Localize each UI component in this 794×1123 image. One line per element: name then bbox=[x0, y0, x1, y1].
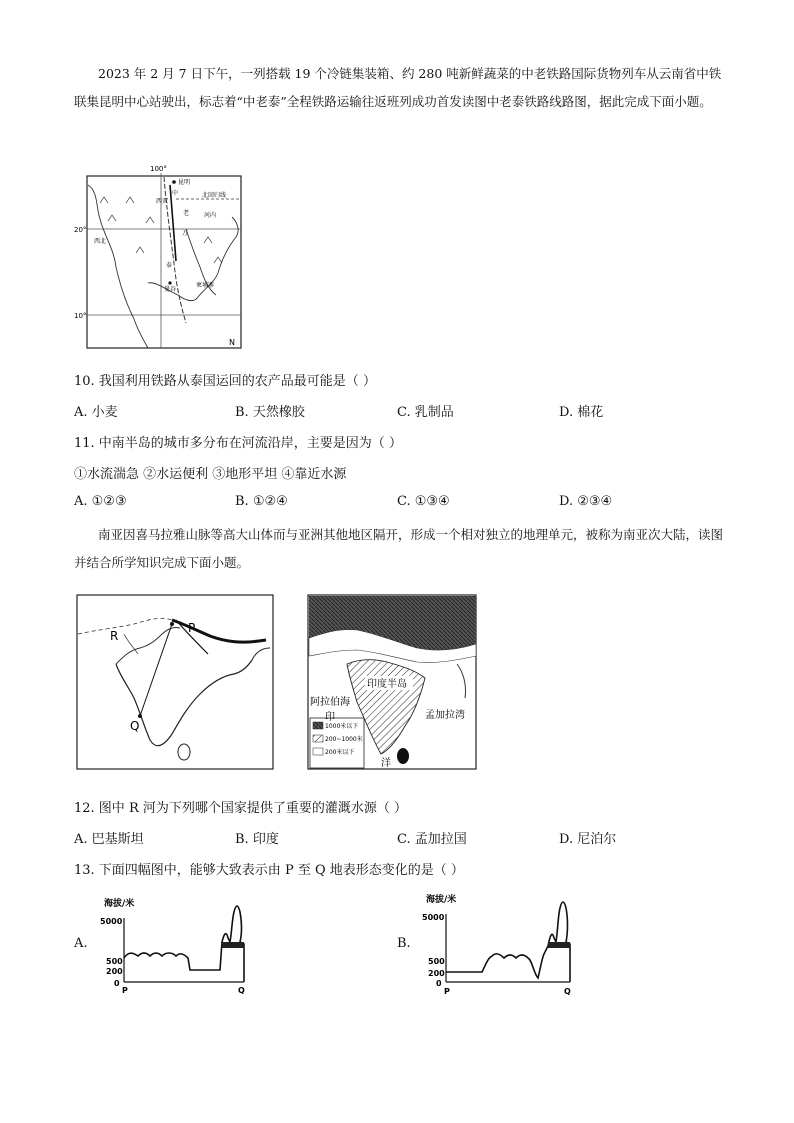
hanoi-label: 河内 bbox=[204, 212, 217, 219]
q11-items: ①水流湍急 ②水运便利 ③地形平坦 ④靠近水源 bbox=[74, 467, 347, 482]
profile-b-tick-0: 0 bbox=[436, 979, 442, 988]
south-asia-outline-map bbox=[76, 594, 276, 772]
zhong-label: 中 bbox=[172, 190, 179, 197]
q10-option-b[interactable]: B. 天然橡胶 bbox=[235, 405, 305, 420]
tai-label: 泰 bbox=[166, 262, 173, 269]
q11-option-d[interactable]: D. ②③④ bbox=[559, 494, 613, 509]
legend-1000-label: 1000米以下 bbox=[325, 723, 359, 730]
kunming-label: 昆明 bbox=[178, 179, 191, 186]
xibei-label: 西北 bbox=[94, 238, 107, 245]
q10-option-a[interactable]: A. 小麦 bbox=[74, 405, 118, 420]
profile-a-tick-0: 0 bbox=[114, 979, 120, 988]
profile-b-p-label: P bbox=[444, 987, 450, 996]
profile-b-q-label: Q bbox=[564, 987, 571, 996]
legend-200-1000-label: 200~1000米 bbox=[325, 736, 363, 743]
jianpuzhai-label: 柬埔寨 bbox=[196, 282, 215, 289]
india-peninsula-label: 印度半岛 bbox=[367, 679, 407, 690]
profile-a-tick-5000: 5000 bbox=[100, 917, 123, 926]
river-r-label: R bbox=[110, 629, 119, 643]
profile-b-tick-500: 500 bbox=[428, 957, 445, 966]
mangu-label: 曼谷 bbox=[164, 286, 177, 293]
north-arrow: N bbox=[229, 338, 235, 347]
q11-option-c[interactable]: C. ①③④ bbox=[397, 494, 450, 509]
profile-a-tick-500: 500 bbox=[106, 957, 123, 966]
lon-100-label: 100° bbox=[150, 165, 167, 173]
ocean-label: 洋 bbox=[381, 758, 391, 769]
profile-a-p-label: P bbox=[122, 986, 128, 995]
profile-b-ylabel: 海拔/米 bbox=[426, 895, 457, 905]
profile-a-ylabel: 海拔/米 bbox=[104, 899, 135, 909]
q12-option-d[interactable]: D. 尼泊尔 bbox=[559, 832, 617, 847]
lat-10-label: 10° bbox=[74, 312, 87, 320]
bay-of-bengal-label: 孟加拉湾 bbox=[425, 710, 465, 721]
indochina-map bbox=[74, 163, 246, 351]
point-q-label: Q bbox=[130, 719, 140, 733]
tropic-label: 北回归线 bbox=[202, 192, 227, 199]
q12-option-c[interactable]: C. 孟加拉国 bbox=[397, 832, 467, 847]
wan-label: 万 bbox=[182, 230, 189, 237]
q10-stem: 10. 我国利用铁路从泰国运回的农产品最可能是（ ） bbox=[74, 374, 376, 389]
q12-option-a[interactable]: A. 巴基斯坦 bbox=[74, 832, 144, 847]
q11-option-a[interactable]: A. ①②③ bbox=[74, 494, 127, 509]
legend-200-label: 200米以下 bbox=[325, 749, 355, 756]
q11-stem: 11. 中南半岛的城市多分布在河流沿岸，主要是因为（ ） bbox=[74, 436, 402, 451]
q10-option-d[interactable]: D. 棉花 bbox=[559, 405, 604, 420]
profile-a bbox=[98, 890, 258, 996]
q10-option-c[interactable]: C. 乳制品 bbox=[397, 405, 454, 420]
profile-b-tick-5000: 5000 bbox=[422, 913, 445, 922]
profile-b-tick-200: 200 bbox=[428, 969, 445, 978]
south-asia-terrain-map bbox=[307, 594, 479, 772]
indian-label: 印 bbox=[325, 712, 335, 723]
lat-20-label: 20° bbox=[74, 226, 87, 234]
q12-stem: 12. 图中 R 河为下列哪个国家提供了重要的灌溉水源（ ） bbox=[74, 801, 407, 816]
xishuang-label: 西双 bbox=[156, 198, 169, 205]
q13-option-a[interactable]: A. bbox=[74, 936, 88, 951]
q13-stem: 13. 下面四幅图中，能够大致表示由 P 至 Q 地表形态变化的是（ ） bbox=[74, 863, 464, 878]
point-p-label: P bbox=[188, 621, 196, 635]
q13-option-b[interactable]: B. bbox=[397, 936, 411, 951]
profile-a-q-label: Q bbox=[238, 986, 245, 995]
arabian-sea-label: 阿拉伯海 bbox=[310, 697, 350, 708]
profile-a-tick-200: 200 bbox=[106, 967, 123, 976]
lao-label: 老 bbox=[183, 210, 190, 217]
q12-option-b[interactable]: B. 印度 bbox=[235, 832, 279, 847]
q11-option-b[interactable]: B. ①②④ bbox=[235, 494, 288, 509]
profile-b bbox=[420, 886, 580, 996]
intro-paragraph-1: 2023 年 2 月 7 日下午，一列搭载 19 个冷链集装箱、约 280 吨新鲜蔬菜的中老铁路国际货物列车从云南省中铁联集昆明中心站驶出，标志着“中老泰”全程铁路运输往返班列成功首发读图中老泰铁路线路图，据此完成下面小题。 bbox=[74, 66, 722, 109]
intro-paragraph-2: 南亚因喜马拉雅山脉等高大山体而与亚洲其他地区隔开，形成一个相对独立的地理单元，被称为南亚次大陆，读图并结合所学知识完成下面小题。 bbox=[74, 527, 724, 570]
